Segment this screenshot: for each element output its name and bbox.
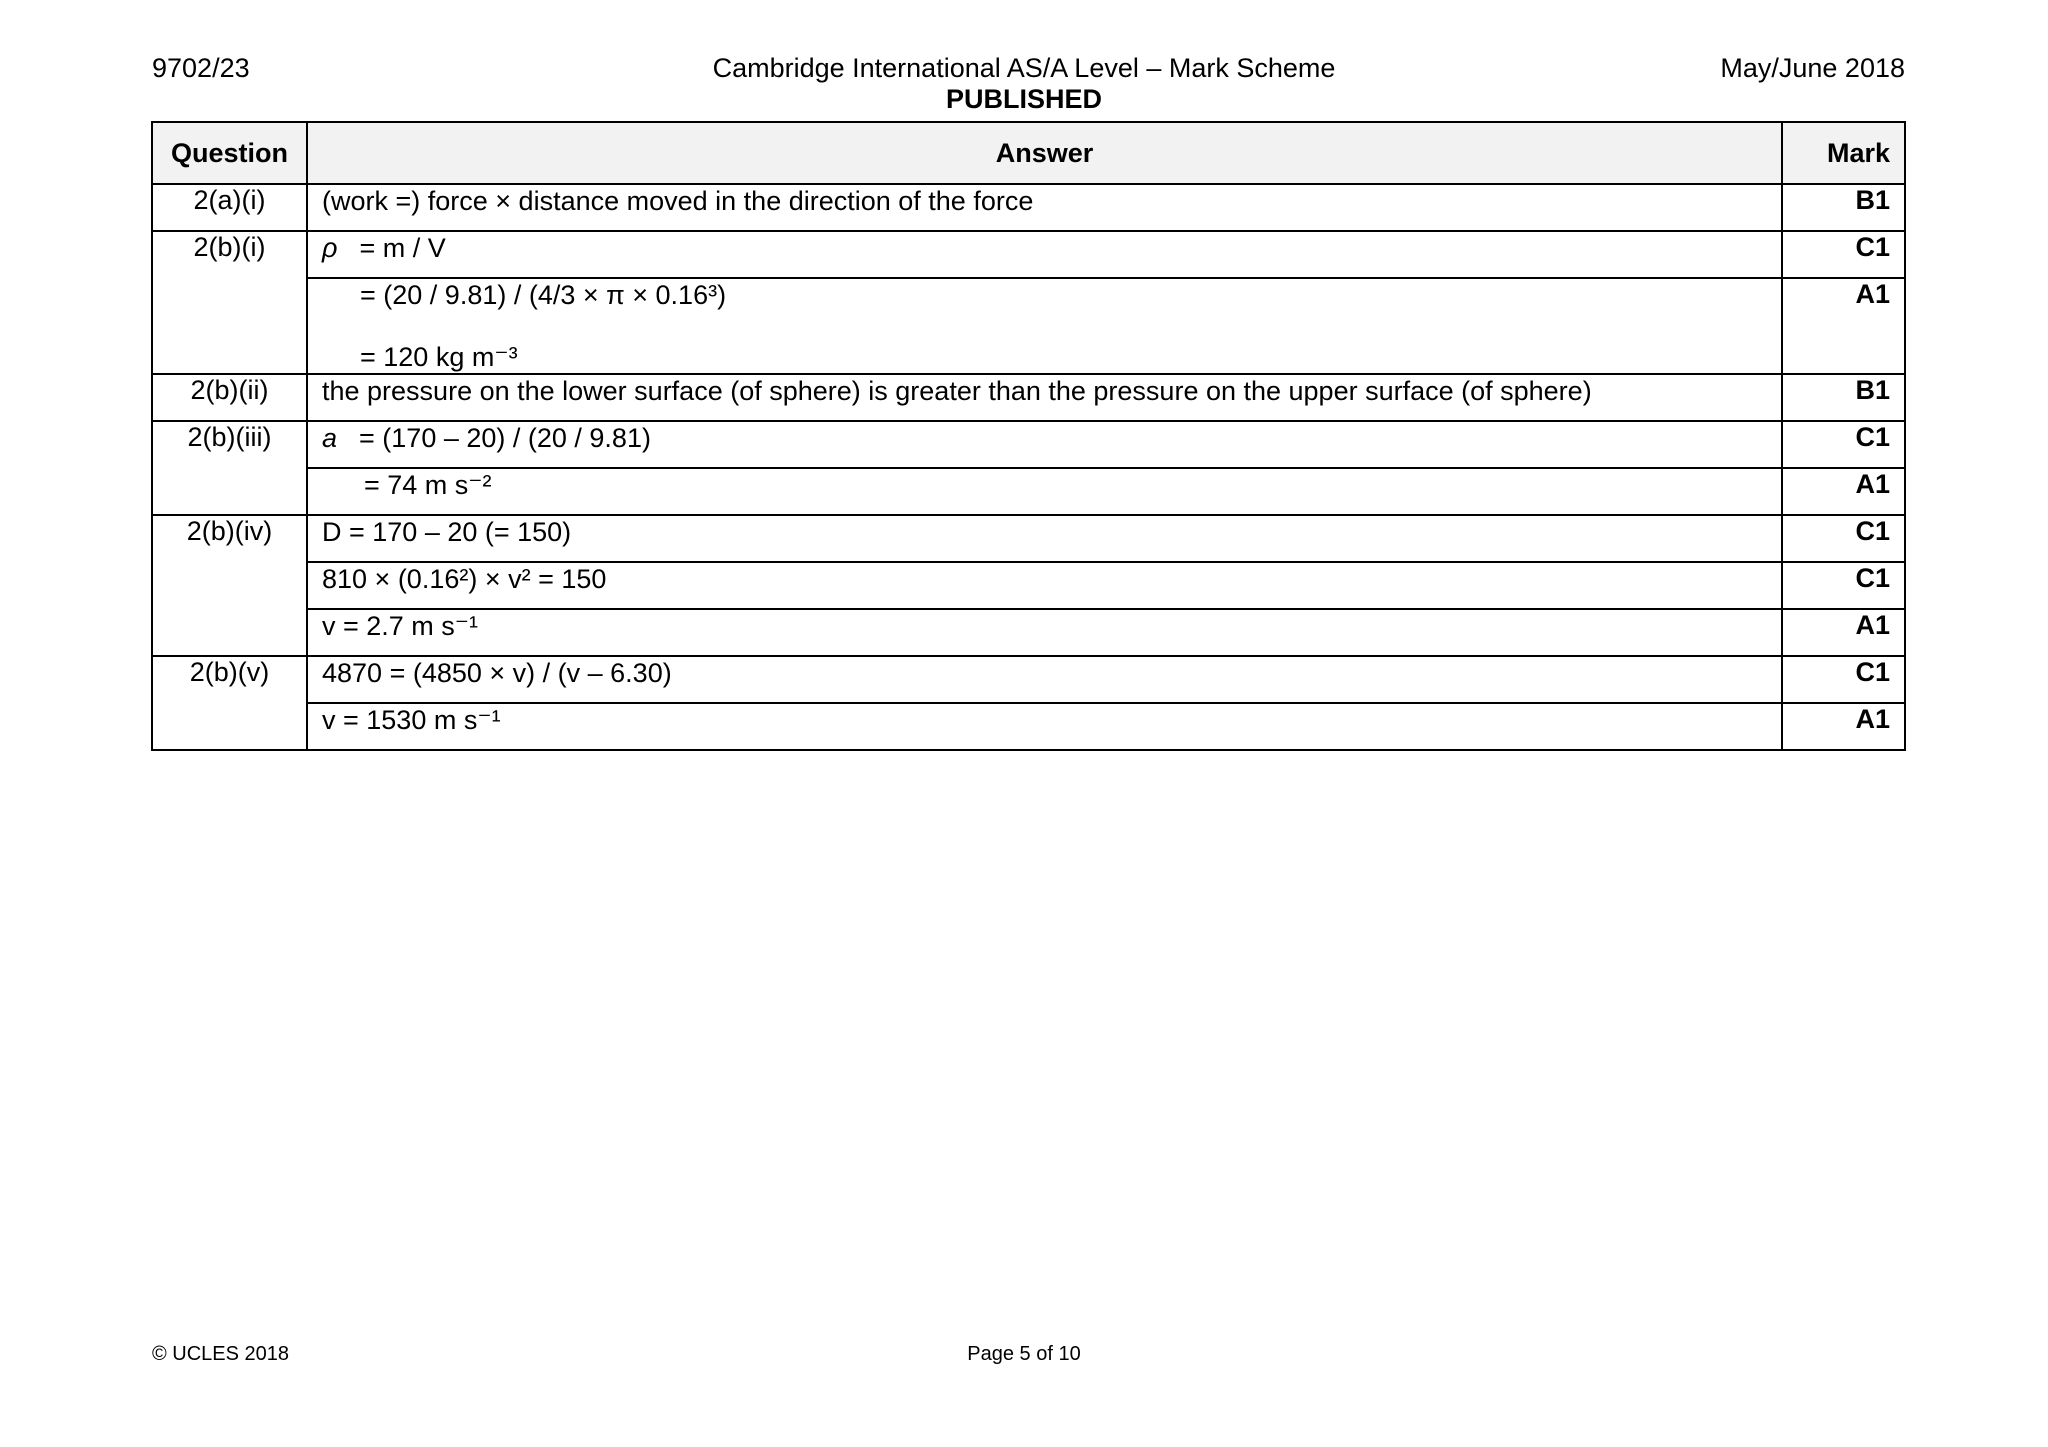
table-row <box>152 421 1905 468</box>
table-row <box>152 468 1905 515</box>
column-header-mark: Mark <box>1782 122 1905 184</box>
mark-code: C1 <box>1782 656 1905 703</box>
answer-text <box>307 656 1782 703</box>
question-number: 2(b)(i) <box>152 231 307 374</box>
question-number: 2(b)(iii) <box>152 421 307 515</box>
table-header-row <box>152 122 1905 184</box>
page-number: Page 5 of 10 <box>967 1343 1081 1365</box>
exam-session: May/June 2018 <box>1720 53 1905 83</box>
published-label: PUBLISHED <box>945 84 1102 114</box>
answer-line: D = 170 – 20 (= 150) <box>322 517 572 547</box>
paper-code: 9702/23 <box>152 53 250 83</box>
answer-line: v = 1530 m s⁻¹ <box>322 705 501 735</box>
table-row <box>152 184 1905 231</box>
mark-code: C1 <box>1782 421 1905 468</box>
answer-line: = 74 m s⁻² <box>364 470 492 500</box>
answer-text <box>307 421 1782 468</box>
mark-code: B1 <box>1782 374 1905 421</box>
answer-text <box>307 562 1782 609</box>
mark-code: C1 <box>1782 562 1905 609</box>
table-row <box>152 515 1905 562</box>
answer-text <box>307 468 1782 515</box>
table-row <box>152 703 1905 750</box>
answer-text <box>307 609 1782 656</box>
mark-code: A1 <box>1782 609 1905 656</box>
table-row <box>152 609 1905 656</box>
mark-code: A1 <box>1782 468 1905 515</box>
answer-expression: = m / V <box>359 233 446 263</box>
answer-line <box>322 232 1767 264</box>
answer-text <box>307 374 1782 421</box>
mark-code: C1 <box>1782 515 1905 562</box>
question-number: 2(a)(i) <box>152 184 307 231</box>
answer-line: 4870 = (4850 × v) / (v – 6.30) <box>322 658 672 688</box>
answer-text <box>307 231 1782 278</box>
answer-text <box>307 184 1782 231</box>
mark-code: A1 <box>1782 703 1905 750</box>
copyright-notice: © UCLES 2018 <box>152 1343 290 1365</box>
answer-line: the pressure on the lower surface (of sphere) is greater than the pressure on the upper surface (of sphere) <box>322 376 1592 406</box>
question-number: 2(b)(iv) <box>152 515 307 656</box>
table-row <box>152 562 1905 609</box>
answer-line: 810 × (0.16²) × v² = 150 <box>322 564 607 594</box>
column-header-answer: Answer <box>307 122 1782 184</box>
question-number: 2(b)(v) <box>152 656 307 750</box>
answer-line: = 120 kg m⁻³ <box>360 342 518 372</box>
column-header-question: Question <box>152 122 307 184</box>
table-row <box>152 278 1905 374</box>
table-row <box>152 656 1905 703</box>
question-number: 2(b)(ii) <box>152 374 307 421</box>
mark-scheme-table <box>151 121 1906 751</box>
answer-text <box>307 278 1782 374</box>
answer-symbol: a <box>322 423 338 453</box>
answer-line <box>322 422 1767 454</box>
document-title: Cambridge International AS/A Level – Mark Scheme <box>712 53 1336 83</box>
mark-code: A1 <box>1782 278 1905 374</box>
answer-line: (work =) force × distance moved in the direction of the force <box>322 186 1034 216</box>
answer-text <box>307 515 1782 562</box>
table-row <box>152 374 1905 421</box>
answer-symbol: ρ <box>322 233 338 263</box>
answer-line: = (20 / 9.81) / (4/3 × π × 0.16³) <box>360 280 727 310</box>
answer-expression: = (170 – 20) / (20 / 9.81) <box>359 423 651 453</box>
mark-code: C1 <box>1782 231 1905 278</box>
table-row <box>152 231 1905 278</box>
answer-line: v = 2.7 m s⁻¹ <box>322 611 479 641</box>
answer-text <box>307 703 1782 750</box>
mark-code: B1 <box>1782 184 1905 231</box>
